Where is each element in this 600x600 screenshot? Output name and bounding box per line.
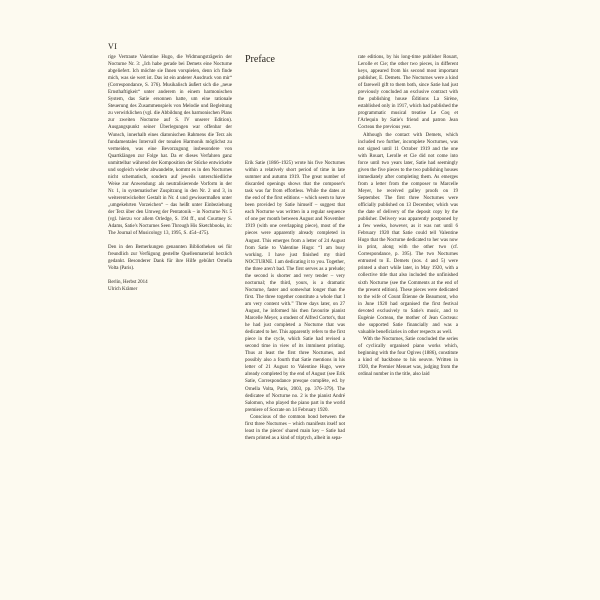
left-main-text: rige Vertraute Valentine Hugo, die Widmungsträgerin der Nocturne Nr. 3: „Ich habe gerade bei Demets eine Nocturne abgeliefert. Ich möchte sie Ihnen vorspielen, denn ich finde mich, was sie wert ist. Das ist ein anderer Ausdruck von mir“ (Correspondance, S. 376). Musikalisch äußert sich die „neue Ernsthaftigkeit“ unter anderem in einem harmonischen System, das Satie ersonnen hatte, um eine rationale Steuerung des Zusammenspiels von Melodie und Begleitung zu verwirklichen (vgl. die Abbildung des harmonischen Plans zur zweiten Nocturne auf S. IV unserer Edition). Ausgangspunkt seiner Überlegungen war offenbar der Wunsch, innerhalb eines diatonischen Rahmens die Terz als fundamentales Intervall der tonalen Harmonik möglichst zu vermeiden, was eine Bevorzugung insbesondere von Quartklängen zur Folge hat. Da er dieses Verfahren ganz unmittelbar während der Komposition der Stücke entwickelte und sogleich wieder abwandelte, kommt es in den Nocturnes nicht schematisch, sondern auf jeweils unterschiedliche Weise zur Anwendung: als neutralisierende Vorform in der Nr. 1, in systematischer Zuspitzung in den Nr. 2 und 3, in weiterentwickelter Gestalt in Nr. 4 und gewissermaßen unter „umgekehrten Vorzeichen“ – das heißt unter Einbeziehung der Terz über den Umweg der Pentatonik – in Nocturne Nr. 5 (vgl. hierzu vor allem Orledge, S. 194 ff., und Courtney S. Adams, Satie's Nocturnes Seen Through His Sketchbooks, in: The Journal of Musicology 13, 1995, S. 454–475). xyxy=(108,55,232,237)
acknowledgement-text: Den in den Bemerkungen genannten Bibliotheken sei für freundlich zur Verfügung gestellte Quellenmaterial herzlich gedankt. Besonderer Dank für ihre Hilfe gebührt Ornella Volta (Paris). xyxy=(108,245,232,272)
right-paragraph-3: With the Nocturnes, Satie concluded the series of cyclically organised piano works which, beginning with the four Ogives (1886), constitute a kind of backbone to his oeuvre. Written in 1920, the Premier Menuet was, judging from the ordinal number in the title, also laid xyxy=(358,336,458,378)
author-name: Ulrich Krämer xyxy=(108,287,138,293)
page-number: VI xyxy=(108,42,118,51)
right-paragraph-1: rate editions, by his long-time publisher Rouart, Lerolle et Cie; the other two pieces, in different keys, appeared from his second most important publisher, E. Demets. The Nocturnes were a kind of farewell gift to them both, since Satie had just previously concluded an exclusive contract with the publishing house Éditions La Sirène, established only in 1917, which had published the programmatic musical treatise Le Coq et l'Arlequin by Satie's friend and patron Jean Cocteau the previous year. xyxy=(358,55,458,131)
preface-heading: Preface xyxy=(245,54,275,65)
preface-paragraph-2: Conscious of the common bond between the first three Nocturnes – which manifests itself not least in the pieces' shared main key – Satie had them printed as a kind of triptych, albeit in sepa- xyxy=(245,414,345,441)
middle-column xyxy=(245,54,345,442)
right-paragraph-2: Although the contact with Demets, which included two further, incomplete Nocturnes, was not signed until 11 October 1919 and the one with Rouart, Lerolle et Cie did not come into force until two years later, Satie had seemingly given the five pieces to the two publishing houses immediately after completing them. As emerges from a letter from the composer to Marcelle Meyer, he received galley proofs on 19 September. The first three Nocturnes were officially published on 13 December, which was the date of delivery of the deposit copy by the publisher. Delivery was apparently postponed by a few weeks, however, as it was not until 6 February 1920 that Satie could tell Valentine Hugo that the Nocturne dedicated to her was now in print, along with the other two (cf. Correspondance, p. 395). The two Nocturnes entrusted to E. Demets (nos. 4 and 5) were printed a short while later, in May 1920, with a collective title that also included the unfinished sixth Nocturne (see the Comments at the end of the present edition). These pieces were dedicated to the wife of Count Étienne de Beaumont, who in June 1920 had organised the first festival devoted exclusively to Satie's music, and to Eugénie Cocteau, the mother of Jean Cocteau: she supported Satie financially and was a valuable beneficiaries in other respects as well. xyxy=(358,132,458,335)
preface-paragraph-1: Erik Satie (1866–1925) wrote his five Nocturnes within a relatively short period of time in late summer and autumn 1919. The great number of discarded openings shows that the composer's task was far from effortless. While the dates at the end of the first editions – which seem to have been provided by Satie himself – suggest that each Nocturne was written in a regular sequence of one per month between August and November 1919 (with one overlapping piece), most of the pieces were apparently already completed in August. This emerges from a letter of 24 August from Satie to Valentine Hugo: “I am busy working. I have just finished my third NOCTURNE. I am dedicating it to you. Together, the three aren't bad. The first serves as a prelude; the second is shorter and very tender – very nocturnal; the third, yours, is a dramatic Nocturne, faster and somewhat longer than the first. The three together constitute a whole that I am very content with.” Three days later, on 27 August, he informed his then favourite pianist Marcelle Meyer, a student of Alfred Cortot's, that he had just completed a Nocturne that was dedicated to her. This apparently refers to the first piece in the cycle, which Satie had revised a second time in view of its imminent printing. Thus at least the first three Nocturnes, and possibly also a fourth that Satie mentions in his letter of 21 August to Valentine Hugo, were already completed by the end of August (see Erik Satie, Correspondance presque complète, ed. by Ornella Volta, Paris, 2003, pp. 376–379). The dedicatee of Nocturne no. 2 is the pianist André Salomon, who played the piano part in the world premiere of Socrate on 14 February 1920. xyxy=(245,161,345,413)
right-column xyxy=(358,54,458,378)
place-date: Berlin, Herbst 2014 xyxy=(108,280,148,286)
left-column xyxy=(108,54,232,294)
